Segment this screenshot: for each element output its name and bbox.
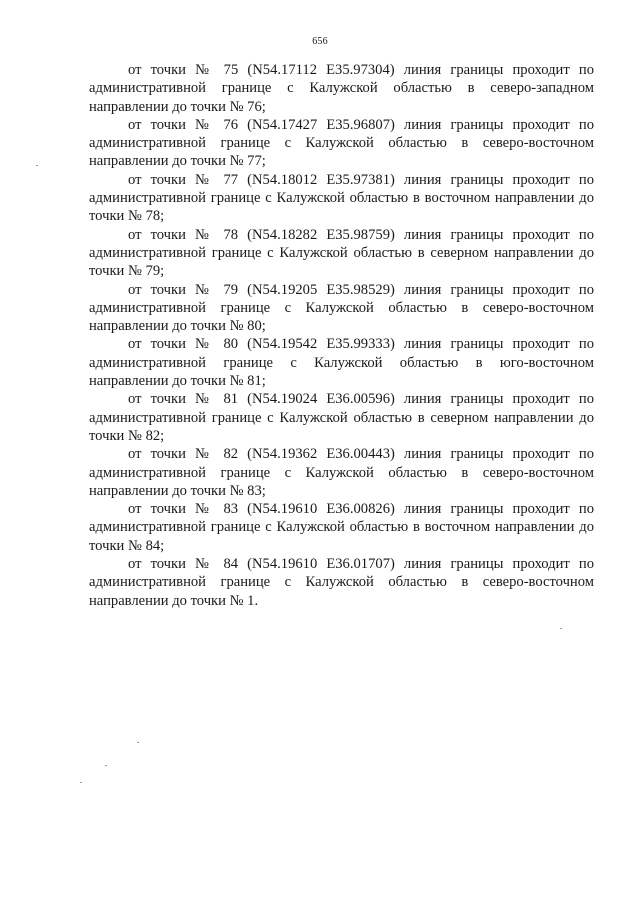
- boundary-paragraph-80: от точки № 80 (N54.19542 E35.99333) линия границы проходит по административной границе с Калужской областью в юго-восточном направлении до точки № 81;: [89, 336, 594, 390]
- boundary-paragraph-75: от точки № 75 (N54.17112 E35.97304) линия границы проходит по административной границе с Калужской областью в северо-западном направлении до точки № 76;: [89, 62, 594, 115]
- document-body: [89, 61, 594, 610]
- boundary-paragraph-82: от точки № 82 (N54.19362 E36.00443) линия границы проходит по административной границе с Калужской областью в северо-восточном направлении до точки № 83;: [89, 446, 594, 499]
- scan-speck: [80, 782, 82, 783]
- boundary-paragraph-78: от точки № 78 (N54.18282 E35.98759) линия границы проходит по административной границе с Калужской областью в северном направлении до точки № 79;: [89, 226, 594, 280]
- scan-speck: [560, 628, 562, 629]
- boundary-paragraph-81: от точки № 81 (N54.19024 E36.00596) линия границы проходит по административной границе с Калужской областью в северном направлении до точки № 82;: [89, 391, 594, 444]
- scan-speck: [105, 765, 107, 766]
- page-number: 656: [312, 36, 328, 47]
- scan-speck: [137, 742, 139, 743]
- boundary-paragraph-84: от точки № 84 (N54.19610 E36.01707) линия границы проходит по административной границе с Калужской областью в северо-восточном направлении до точки № 1.: [89, 556, 594, 609]
- boundary-paragraph-83: от точки № 83 (N54.19610 E36.00826) линия границы проходит по административной границе с Калужской областью в восточном направлении до точки № 84;: [89, 501, 594, 554]
- boundary-paragraph-76: от точки № 76 (N54.17427 E35.96807) линия границы проходит по административной границе с Калужской областью в северо-восточном направлении до точки № 77;: [89, 116, 594, 170]
- scan-speck: [36, 165, 38, 166]
- boundary-paragraph-79: от точки № 79 (N54.19205 E35.98529) линия границы проходит по административной границе с Калужской областью в северо-восточном направлении до точки № 80;: [89, 281, 594, 335]
- boundary-paragraph-77: от точки № 77 (N54.18012 E35.97381) линия границы проходит по административной границе с Калужской областью в восточном направлении до точки № 78;: [89, 171, 594, 225]
